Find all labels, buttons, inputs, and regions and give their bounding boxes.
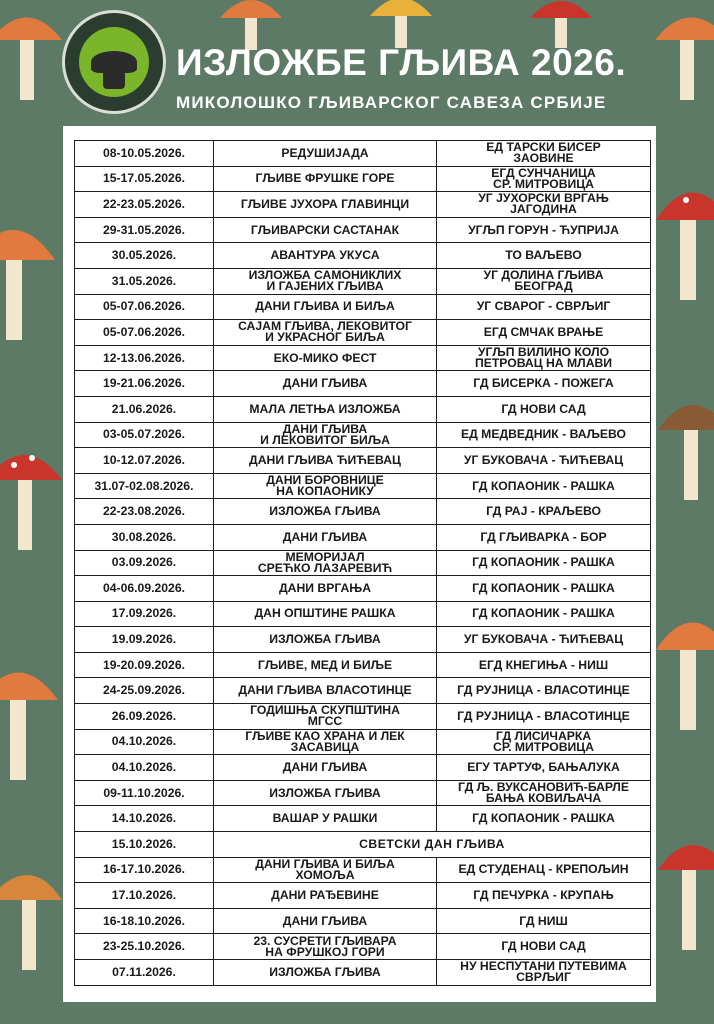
event-name <box>214 524 437 550</box>
event-name <box>214 396 437 422</box>
mushroom-icon <box>658 845 714 950</box>
event-name <box>214 550 437 576</box>
table-row <box>75 806 651 832</box>
event-name <box>214 960 437 986</box>
organizer <box>437 780 651 806</box>
organizer-line: ГД ПЕЧУРКА - КРУПАЊ <box>473 888 614 903</box>
event-name <box>214 345 437 371</box>
event-name-line: ДАНИ ГЉИВА <box>282 422 368 436</box>
organizer <box>437 268 651 294</box>
event-name-line: И ГАЈЕНИХ ГЉИВА <box>266 279 384 294</box>
organizer-line: СР. МИТРОВИЦА <box>493 739 594 754</box>
table-row <box>75 755 651 781</box>
organizer-line: ГД РАЈ - КРАЉЕВО <box>486 504 601 519</box>
organizer <box>437 217 651 243</box>
schedule-rows <box>75 141 651 986</box>
event-name-line: ДАН ОПШТИНЕ РАШКА <box>254 606 396 621</box>
event-name-line: ГЉИВЕ, МЕД И БИЉЕ <box>257 657 393 672</box>
event-date: 26.09.2026. <box>75 704 214 730</box>
page-subtitle: МИКОЛОШКО ГЉИВАРСКОГ САВЕЗА СРБИЈЕ <box>176 93 607 112</box>
table-row <box>75 499 651 525</box>
organizer <box>437 627 651 653</box>
event-date: 15-17.05.2026. <box>75 166 214 192</box>
event-name-line: ДАНИ ГЉИВА <box>282 376 368 391</box>
organizer <box>437 908 651 934</box>
organizer <box>437 934 651 960</box>
event-name <box>214 627 437 653</box>
event-name-line: МЕМОРИЈАЛ <box>285 550 365 564</box>
table-row <box>75 652 651 678</box>
event-name-line: ДАНИ ГЉИВА ЋИЋЕВАЦ <box>249 452 401 467</box>
event-name-line: ГЉИВЕ ФРУШКЕ ГОРЕ <box>255 171 395 186</box>
event-name <box>214 934 437 960</box>
event-name-line: МАЛА ЛЕТЊА ИЗЛОЖБА <box>249 401 401 416</box>
event-date: 19-20.09.2026. <box>75 652 214 678</box>
organizer <box>437 448 651 474</box>
event-name-line: ИЗЛОЖБА ГЉИВА <box>269 632 381 647</box>
event-date: 09-11.10.2026. <box>75 780 214 806</box>
event-name-line: ГОДИШЊА СКУПШТИНА <box>250 703 400 718</box>
event-name-line: ДАНИ ГЉИВА ВЛАСОТИНЦЕ <box>238 683 412 698</box>
organizer <box>437 883 651 909</box>
event-name <box>214 192 437 218</box>
table-row <box>75 294 651 320</box>
event-date: 31.07-02.08.2026. <box>75 473 214 499</box>
special-event: СВЕТСКИ ДАН ГЉИВА <box>214 832 651 858</box>
event-name-line: ГЉИВЕ ЈУХОРА ГЛАВИНЦИ <box>240 196 410 211</box>
schedule-table <box>74 140 651 986</box>
event-date: 17.10.2026. <box>75 883 214 909</box>
event-date: 04-06.09.2026. <box>75 576 214 602</box>
organizer <box>437 576 651 602</box>
table-row <box>75 192 651 218</box>
organizer-line: ЕГД КНЕГИЊА - НИШ <box>478 657 609 672</box>
event-name-line: САЈАМ ГЉИВА, ЛЕКОВИТОГ <box>238 319 412 334</box>
organizer-line: ЕГД СМЧАК ВРАЊЕ <box>483 324 604 339</box>
event-date: 07.11.2026. <box>75 960 214 986</box>
event-name <box>214 371 437 397</box>
organizer <box>437 755 651 781</box>
table-row <box>75 960 651 986</box>
table-row <box>75 473 651 499</box>
event-date: 05-07.06.2026. <box>75 294 214 320</box>
event-name <box>214 704 437 730</box>
event-name <box>214 422 437 448</box>
table-row <box>75 422 651 448</box>
organizer <box>437 345 651 371</box>
event-date: 14.10.2026. <box>75 806 214 832</box>
table-row <box>75 345 651 371</box>
table-row <box>75 550 651 576</box>
table-row <box>75 576 651 602</box>
organizer <box>437 499 651 525</box>
organizer <box>437 806 651 832</box>
organizer-line: ГД РУЈНИЦА - ВЛАСОТИНЦЕ <box>457 683 630 698</box>
event-date: 19-21.06.2026. <box>75 371 214 397</box>
event-name-line: ВАШАР У РАШКИ <box>272 811 378 826</box>
table-row <box>75 627 651 653</box>
organizer-line: УГ БУКОВАЧА - ЋИЋЕВАЦ <box>463 452 624 467</box>
event-name <box>214 320 437 346</box>
event-date: 17.09.2026. <box>75 601 214 627</box>
event-name-line: НА КОПАОНИКУ <box>276 484 374 499</box>
organizer-line: УГЉП ГОРУН - ЋУПРИЈА <box>468 222 619 237</box>
event-name-line: ДАНИ ГЉИВА <box>282 529 368 544</box>
organizer <box>437 704 651 730</box>
event-date: 04.10.2026. <box>75 755 214 781</box>
event-name-line: ИЗЛОЖБА САМОНИКЛИХ <box>248 268 402 283</box>
organizer-line: ЕГД СУНЧАНИЦА <box>491 166 596 180</box>
event-name-line: ДАНИ РАЂЕВИНЕ <box>271 888 379 903</box>
organizer <box>437 524 651 550</box>
event-date: 19.09.2026. <box>75 627 214 653</box>
event-name-line: ИЗЛОЖБА ГЉИВА <box>269 785 381 800</box>
event-name <box>214 141 437 167</box>
mushroom-icon <box>658 405 714 500</box>
header <box>0 0 714 125</box>
table-row <box>75 780 651 806</box>
table-row <box>75 320 651 346</box>
table-row <box>75 166 651 192</box>
table-row <box>75 396 651 422</box>
organizer <box>437 550 651 576</box>
event-name-line: НА ФРУШКОЈ ГОРИ <box>265 944 385 959</box>
organizer-line: БЕОГРАД <box>514 279 573 294</box>
event-name-line: ГЉИВЕ КАО ХРАНА И ЛЕК <box>245 729 405 743</box>
organizer-line: УГ БУКОВАЧА - ЋИЋЕВАЦ <box>463 632 624 647</box>
event-name-line: ИЗЛОЖБА ГЉИВА <box>269 504 381 519</box>
event-name <box>214 883 437 909</box>
event-name-line: ЕКО-МИКО ФЕСТ <box>273 350 377 365</box>
mushroom-icon <box>0 875 62 970</box>
table-row <box>75 934 651 960</box>
event-name-line: ХОМОЉА <box>295 867 355 882</box>
event-name <box>214 755 437 781</box>
event-name-line: АВАНТУРА УКУСА <box>270 248 380 263</box>
event-name <box>214 448 437 474</box>
logo-badge <box>79 27 149 97</box>
event-date: 22-23.05.2026. <box>75 192 214 218</box>
organizer <box>437 243 651 269</box>
event-name-line: И ЛЕКОВИТОГ БИЉА <box>260 432 390 447</box>
event-date: 04.10.2026. <box>75 729 214 755</box>
table-row <box>75 704 651 730</box>
page-title: ИЗЛОЖБЕ ГЉИВА 2026. <box>176 42 627 83</box>
table-row <box>75 601 651 627</box>
organizer-line: ЕД СТУДЕНАЦ - КРЕПОЉИН <box>458 862 629 877</box>
organizer-line: ЗАОВИНЕ <box>513 151 574 166</box>
table-row <box>75 243 651 269</box>
organizer-line: УГЉП ВИЛИНО КОЛО <box>477 345 610 360</box>
event-name-line: 23. СУСРЕТИ ГЉИВАРА <box>253 933 397 948</box>
event-name-line: ИЗЛОЖБА ГЉИВА <box>269 964 381 979</box>
organizer <box>437 473 651 499</box>
organizer-line: ГД НИШ <box>519 913 568 928</box>
organizer <box>437 960 651 986</box>
organizer-line: ЕД МЕДВЕДНИК - ВАЉЕВО <box>460 427 627 442</box>
event-date: 15.10.2026. <box>75 832 214 858</box>
event-name-line: ДАНИ ГЉИВА <box>282 913 368 928</box>
event-name-line: СРЕЋКО ЛАЗАРЕВИЋ <box>257 560 393 575</box>
event-name <box>214 908 437 934</box>
organizer-line: ГД НОВИ САД <box>501 401 586 416</box>
organizer-line: УГ ДОЛИНА ГЉИВА <box>483 268 604 283</box>
logo <box>62 10 166 114</box>
organizer-line: ГД ЛИСИЧАРКА <box>495 729 592 743</box>
organizer-line: СВРЉИГ <box>516 970 571 985</box>
organizer <box>437 857 651 883</box>
organizer <box>437 601 651 627</box>
table-row <box>75 217 651 243</box>
table-row <box>75 371 651 397</box>
organizer-line: ГД БИСЕРКА - ПОЖЕГА <box>473 376 614 391</box>
event-date: 12-13.06.2026. <box>75 345 214 371</box>
event-name-line: РЕДУШИЈАДА <box>281 145 369 160</box>
event-date: 31.05.2026. <box>75 268 214 294</box>
organizer-line: УГ ЈУХОРСКИ ВРГАЊ <box>478 191 609 206</box>
mushroom-icon <box>656 623 714 731</box>
organizer-line: ГД КОПАОНИК - РАШКА <box>472 555 615 570</box>
event-name-line: ДАНИ БОРОВНИЦЕ <box>266 473 384 488</box>
table-row <box>75 883 651 909</box>
event-name-line: И УКРАСНОГ БИЉА <box>265 330 385 345</box>
event-date: 21.06.2026. <box>75 396 214 422</box>
event-name <box>214 806 437 832</box>
organizer <box>437 729 651 755</box>
table-row <box>75 857 651 883</box>
mushroom-stem-icon <box>103 69 125 89</box>
organizer-line: ЕГУ ТАРТУФ, БАЊАЛУКА <box>467 760 620 775</box>
schedule-sheet <box>63 126 656 1002</box>
event-date: 30.05.2026. <box>75 243 214 269</box>
organizer <box>437 652 651 678</box>
event-date: 10-12.07.2026. <box>75 448 214 474</box>
table-row <box>75 268 651 294</box>
event-date: 16-17.10.2026. <box>75 857 214 883</box>
mushroom-icon <box>0 455 62 550</box>
event-name <box>214 857 437 883</box>
organizer-line: ГД РУЈНИЦА - ВЛАСОТИНЦЕ <box>457 708 630 723</box>
organizer-line: НУ НЕСПУТАНИ ПУТЕВИМА <box>460 959 627 974</box>
event-name-line: ДАНИ ВРГАЊА <box>278 580 372 595</box>
table-row <box>75 141 651 167</box>
event-name <box>214 243 437 269</box>
event-name <box>214 473 437 499</box>
event-name <box>214 652 437 678</box>
organizer <box>437 192 651 218</box>
mushroom-icon <box>656 193 714 301</box>
event-name <box>214 678 437 704</box>
organizer-line: ТО ВАЉЕВО <box>505 248 582 263</box>
table-row <box>75 524 651 550</box>
organizer-line: ГД ГЉИВАРКА - БОР <box>480 529 607 544</box>
mushroom-icon <box>0 230 55 340</box>
event-date: 22-23.08.2026. <box>75 499 214 525</box>
table-row <box>75 729 651 755</box>
event-date: 03-05.07.2026. <box>75 422 214 448</box>
event-name <box>214 576 437 602</box>
event-date: 23-25.10.2026. <box>75 934 214 960</box>
table-row <box>75 832 651 858</box>
table-row <box>75 908 651 934</box>
event-name <box>214 268 437 294</box>
organizer-line: ГД Љ. ВУКСАНОВИЋ-БАРЛЕ <box>458 780 629 795</box>
event-date: 16-18.10.2026. <box>75 908 214 934</box>
event-name <box>214 294 437 320</box>
event-name-line: ЗАСАВИЦА <box>290 739 360 754</box>
event-date: 03.09.2026. <box>75 550 214 576</box>
organizer <box>437 320 651 346</box>
event-name <box>214 217 437 243</box>
organizer <box>437 141 651 167</box>
event-date: 05-07.06.2026. <box>75 320 214 346</box>
table-row <box>75 448 651 474</box>
event-date: 08-10.05.2026. <box>75 141 214 167</box>
organizer-line: ПЕТРОВАЦ НА МЛАВИ <box>474 356 613 371</box>
table-row <box>75 678 651 704</box>
organizer-line: ГД КОПАОНИК - РАШКА <box>472 580 615 595</box>
organizer-line: ГД КОПАОНИК - РАШКА <box>472 811 615 826</box>
event-name-line: ДАНИ ГЉИВА <box>282 760 368 775</box>
event-date: 24-25.09.2026. <box>75 678 214 704</box>
event-name <box>214 729 437 755</box>
organizer <box>437 396 651 422</box>
organizer-line: ЕД ТАРСКИ БИСЕР <box>486 140 601 155</box>
organizer-line: ГД КОПАОНИК - РАШКА <box>472 478 615 493</box>
organizer-line: ГД НОВИ САД <box>501 939 586 954</box>
organizer <box>437 166 651 192</box>
event-name-line: ДАНИ ГЉИВА И БИЉА <box>255 299 395 314</box>
organizer <box>437 294 651 320</box>
event-name <box>214 601 437 627</box>
event-name <box>214 780 437 806</box>
event-name-line: МГСС <box>307 714 343 729</box>
event-name <box>214 499 437 525</box>
event-date: 30.08.2026. <box>75 524 214 550</box>
organizer-line: СР. МИТРОВИЦА <box>493 176 594 191</box>
organizer <box>437 678 651 704</box>
organizer-line: ГД КОПАОНИК - РАШКА <box>472 606 615 621</box>
organizer-line: УГ СВАРОГ - СВРЉИГ <box>476 299 611 314</box>
event-name <box>214 166 437 192</box>
organizer-line: БАЊА КОВИЉАЧА <box>485 791 602 806</box>
mushroom-icon <box>0 673 58 781</box>
organizer-line: ЈАГОДИНА <box>510 202 577 217</box>
event-name-line: ДАНИ ГЉИВА И БИЉА <box>255 857 395 871</box>
event-name-line: ГЉИВАРСКИ САСТАНАК <box>250 222 400 237</box>
organizer <box>437 422 651 448</box>
organizer <box>437 371 651 397</box>
event-date: 29-31.05.2026. <box>75 217 214 243</box>
